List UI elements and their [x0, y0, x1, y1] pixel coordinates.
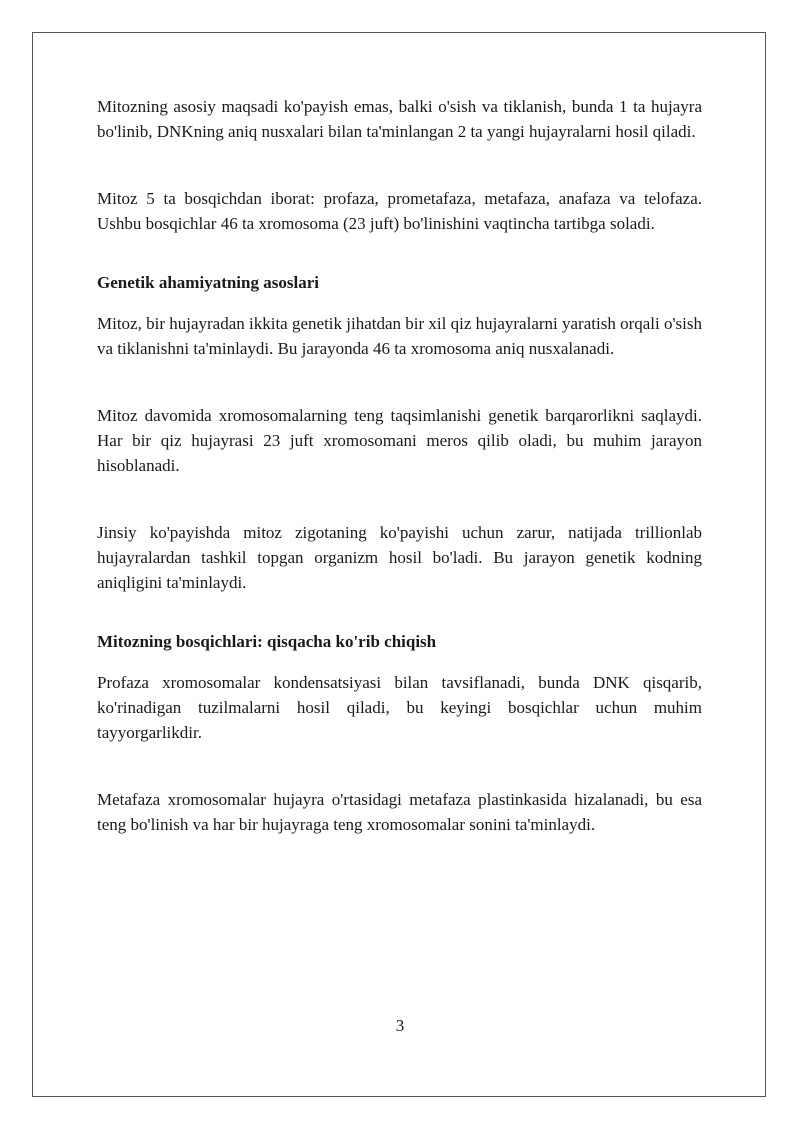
paragraph-growth-repair: Mitoz, bir hujayradan ikkita genetik jihatdan bir xil qiz hujayralarni yaratish orqali o'sish va tiklanishni ta'minlaydi. Bu jarayonda 46 ta xromosoma aniq nusxalanadi.: [97, 314, 702, 358]
paragraph-sexual-reproduction: Jinsiy ko'payishda mitoz zigotaning ko'payishi uchun zarur, natijada trillionlab hujayralardan tashkil topgan organizm hosil bo'ladi. Bu jarayon genetik kodning aniqligini ta'minlaydi.: [97, 523, 702, 592]
section-heading-mitosis-phases: Mitozning bosqichlari: qisqacha ko'rib chiqish: [97, 632, 437, 651]
document-body: [97, 94, 702, 837]
paragraph-mitosis-stages: Mitoz 5 ta bosqichdan iborat: profaza, prometafaza, metafaza, anafaza va telofaza. Ushbu bosqichlar 46 ta xromosoma (23 juft) bo'linishini vaqtincha tartibga soladi.: [97, 189, 702, 233]
page-number: 3: [395, 1016, 405, 1035]
paragraph-mitosis-purpose: Mitozning asosiy maqsadi ko'payish emas, balki o'sish va tiklanish, bunda 1 ta hujayra bo'linib, DNKning aniq nusxalari bilan ta'minlangan 2 ta yangi hujayralarni hosil qiladi.: [97, 97, 702, 141]
paragraph-genetic-stability: Mitoz davomida xromosomalarning teng taqsimlanishi genetik barqarorlikni saqlaydi. Har bir qiz hujayrasi 23 juft xromosomani meros qilib oladi, bu muhim jarayon hisoblanadi.: [97, 406, 702, 475]
paragraph-prophase: Profaza xromosomalar kondensatsiyasi bilan tavsiflanadi, bunda DNK qisqarib, ko'rinadigan tuzilmalarni hosil qiladi, bu keyingi bosqichlar uchun muhim tayyorgarlikdir.: [97, 673, 702, 742]
paragraph-metaphase: Metafaza xromosomalar hujayra o'rtasidagi metafaza plastinkasida hizalanadi, bu esa teng bo'linish va har bir hujayraga teng xromosomalar sonini ta'minlaydi.: [97, 790, 702, 834]
section-heading-genetic-significance: Genetik ahamiyatning asoslari: [97, 273, 319, 292]
